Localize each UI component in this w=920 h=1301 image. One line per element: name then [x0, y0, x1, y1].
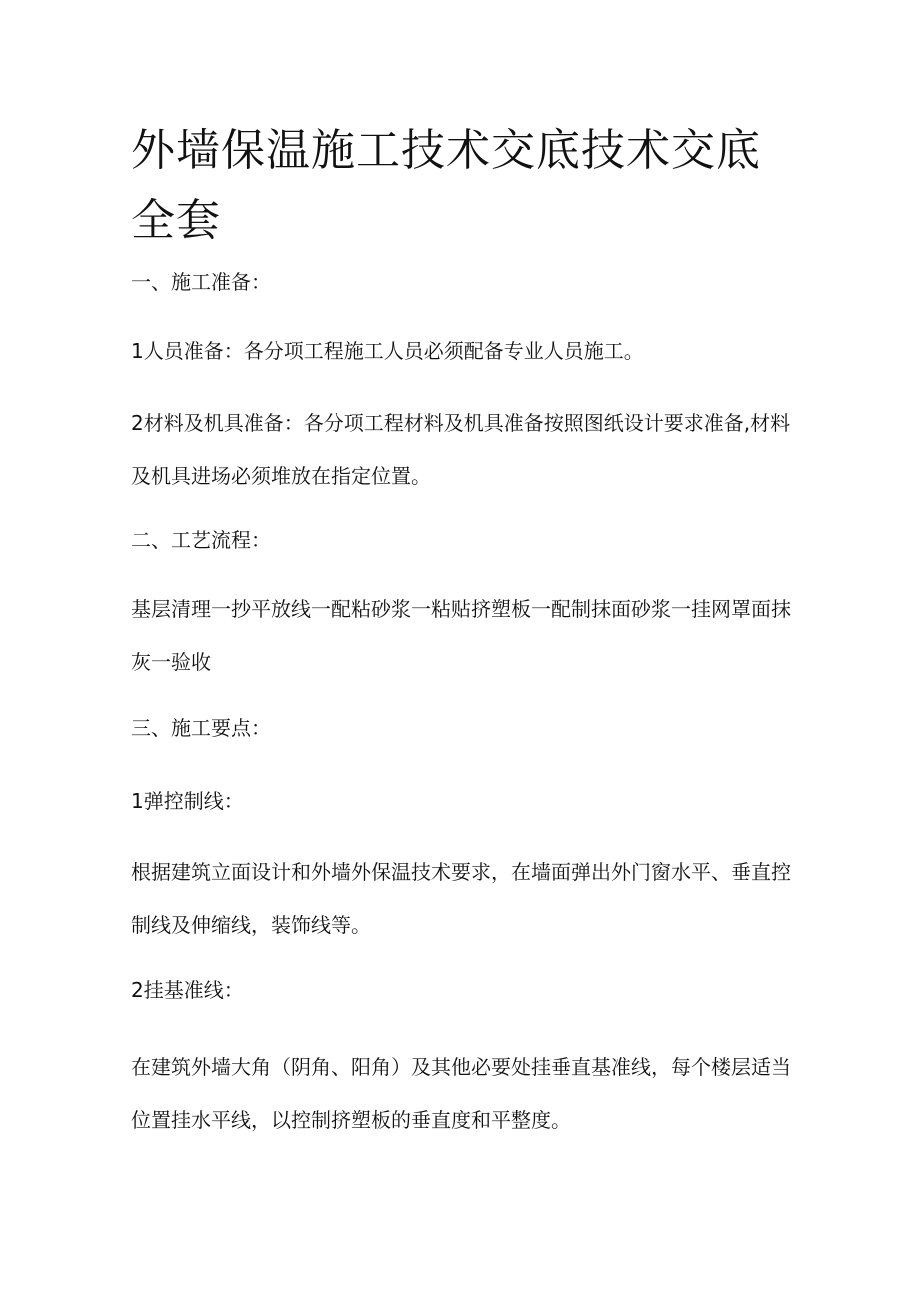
document-title: 外墙保温施工技术交底技术交底全套 [131, 125, 761, 246]
paragraph-control-lines: 根据建筑立面设计和外墙外保温技术要求，在墙面弹出外门窗水平、垂直控制线及伸缩线，装饰线等。 [131, 860, 791, 937]
paragraph-personnel: 1人员准备：各分项工程施工人员必须配备专业人员施工。 [131, 339, 644, 363]
section-heading-process: 二、工艺流程： [131, 528, 271, 552]
paragraph-process-flow: 基层清理一抄平放线一配粘砂浆一粘贴挤塑板一配制抹面砂浆一挂网罩面抹灰一验收 [131, 597, 791, 674]
paragraph-materials: 2材料及机具准备：各分项工程材料及机具准备按照图纸设计要求准备,材料及机具进场必须堆放在指定位置。 [131, 411, 791, 488]
section-heading-preparation: 一、施工准备： [131, 270, 271, 294]
section-heading-key-points: 三、施工要点： [131, 716, 271, 740]
subheading-control-lines: 1弹控制线： [131, 789, 244, 813]
subheading-reference-lines: 2挂基准线： [131, 978, 244, 1002]
paragraph-reference-lines: 在建筑外墙大角（阴角、阳角）及其他必要处挂垂直基准线，每个楼层适当位置挂水平线，以控制挤塑板的垂直度和平整度。 [131, 1055, 791, 1132]
